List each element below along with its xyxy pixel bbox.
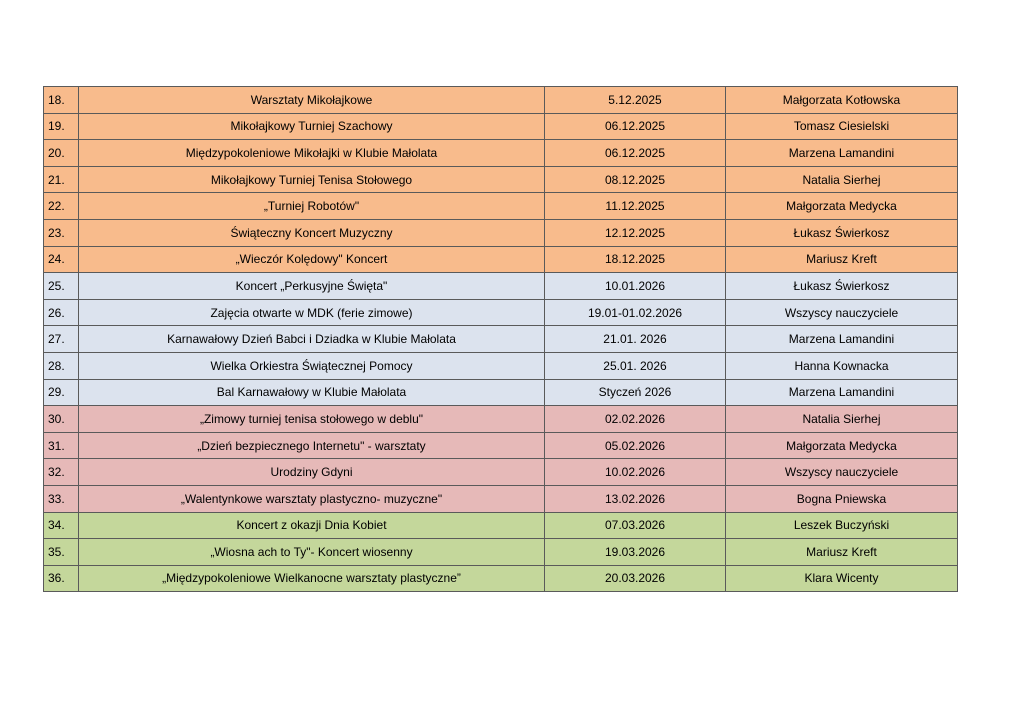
table-row xyxy=(44,193,958,220)
event-coordinator: Marzena Lamandini xyxy=(726,140,958,167)
event-coordinator: Klara Wicenty xyxy=(726,565,958,592)
table-row xyxy=(44,512,958,539)
row-number: 22. xyxy=(44,193,79,220)
event-coordinator: Bogna Pniewska xyxy=(726,485,958,512)
event-coordinator: Wszyscy nauczyciele xyxy=(726,299,958,326)
event-title: Wielka Orkiestra Świątecznej Pomocy xyxy=(79,352,545,379)
events-table-body xyxy=(44,87,958,592)
event-title: Świąteczny Koncert Muzyczny xyxy=(79,219,545,246)
row-number: 26. xyxy=(44,299,79,326)
table-row xyxy=(44,459,958,486)
row-number: 36. xyxy=(44,565,79,592)
event-title: „Walentynkowe warsztaty plastyczno- muzyczne" xyxy=(79,485,545,512)
event-title: Bal Karnawałowy w Klubie Małolata xyxy=(79,379,545,406)
row-number: 21. xyxy=(44,166,79,193)
row-number: 33. xyxy=(44,485,79,512)
table-row xyxy=(44,140,958,167)
event-date: 06.12.2025 xyxy=(545,113,726,140)
event-title: „Międzypokoleniowe Wielkanocne warsztaty plastyczne” xyxy=(79,565,545,592)
event-title: „Wieczór Kolędowy" Koncert xyxy=(79,246,545,273)
event-date: 19.03.2026 xyxy=(545,539,726,566)
event-title: Mikołajkowy Turniej Szachowy xyxy=(79,113,545,140)
event-coordinator: Hanna Kownacka xyxy=(726,352,958,379)
row-number: 35. xyxy=(44,539,79,566)
events-table xyxy=(43,86,958,592)
table-row xyxy=(44,246,958,273)
table-row xyxy=(44,219,958,246)
table-row xyxy=(44,565,958,592)
row-number: 34. xyxy=(44,512,79,539)
event-date: 07.03.2026 xyxy=(545,512,726,539)
event-title: Zajęcia otwarte w MDK (ferie zimowe) xyxy=(79,299,545,326)
table-row xyxy=(44,166,958,193)
event-coordinator: Mariusz Kreft xyxy=(726,246,958,273)
row-number: 24. xyxy=(44,246,79,273)
event-date: 19.01-01.02.2026 xyxy=(545,299,726,326)
event-title: Międzypokoleniowe Mikołajki w Klubie Małolata xyxy=(79,140,545,167)
table-row xyxy=(44,273,958,300)
event-coordinator: Małgorzata Medycka xyxy=(726,193,958,220)
row-number: 29. xyxy=(44,379,79,406)
event-date: 11.12.2025 xyxy=(545,193,726,220)
event-title: Koncert „Perkusyjne Święta" xyxy=(79,273,545,300)
event-date: 5.12.2025 xyxy=(545,87,726,114)
event-date: 10.01.2026 xyxy=(545,273,726,300)
event-coordinator: Wszyscy nauczyciele xyxy=(726,459,958,486)
event-date: 05.02.2026 xyxy=(545,432,726,459)
row-number: 20. xyxy=(44,140,79,167)
row-number: 18. xyxy=(44,87,79,114)
event-date: 08.12.2025 xyxy=(545,166,726,193)
table-row xyxy=(44,352,958,379)
event-coordinator: Tomasz Ciesielski xyxy=(726,113,958,140)
event-date: 13.02.2026 xyxy=(545,485,726,512)
event-date: 21.01. 2026 xyxy=(545,326,726,353)
event-coordinator: Łukasz Świerkosz xyxy=(726,273,958,300)
event-date: 18.12.2025 xyxy=(545,246,726,273)
event-date: Styczeń 2026 xyxy=(545,379,726,406)
row-number: 31. xyxy=(44,432,79,459)
event-title: Warsztaty Mikołajkowe xyxy=(79,87,545,114)
event-coordinator: Marzena Lamandini xyxy=(726,326,958,353)
row-number: 19. xyxy=(44,113,79,140)
row-number: 27. xyxy=(44,326,79,353)
table-row xyxy=(44,299,958,326)
event-coordinator: Natalia Sierhej xyxy=(726,166,958,193)
table-row xyxy=(44,326,958,353)
row-number: 25. xyxy=(44,273,79,300)
row-number: 23. xyxy=(44,219,79,246)
event-title: Urodziny Gdyni xyxy=(79,459,545,486)
table-row xyxy=(44,539,958,566)
event-coordinator: Łukasz Świerkosz xyxy=(726,219,958,246)
table-row xyxy=(44,379,958,406)
event-coordinator: Małgorzata Kotłowska xyxy=(726,87,958,114)
event-date: 20.03.2026 xyxy=(545,565,726,592)
event-date: 12.12.2025 xyxy=(545,219,726,246)
event-title: „Dzień bezpiecznego Internetu" - warsztaty xyxy=(79,432,545,459)
event-title: Karnawałowy Dzień Babci i Dziadka w Klubie Małolata xyxy=(79,326,545,353)
event-date: 10.02.2026 xyxy=(545,459,726,486)
event-coordinator: Marzena Lamandini xyxy=(726,379,958,406)
table-row xyxy=(44,406,958,433)
event-coordinator: Mariusz Kreft xyxy=(726,539,958,566)
table-row xyxy=(44,485,958,512)
table-row xyxy=(44,87,958,114)
event-title: „Zimowy turniej tenisa stołowego w deblu" xyxy=(79,406,545,433)
row-number: 28. xyxy=(44,352,79,379)
table-row xyxy=(44,432,958,459)
event-title: „Wiosna ach to Ty"- Koncert wiosenny xyxy=(79,539,545,566)
event-title: Mikołajkowy Turniej Tenisa Stołowego xyxy=(79,166,545,193)
row-number: 30. xyxy=(44,406,79,433)
row-number: 32. xyxy=(44,459,79,486)
event-title: „Turniej Robotów" xyxy=(79,193,545,220)
event-date: 06.12.2025 xyxy=(545,140,726,167)
event-title: Koncert z okazji Dnia Kobiet xyxy=(79,512,545,539)
event-date: 25.01. 2026 xyxy=(545,352,726,379)
table-row xyxy=(44,113,958,140)
event-coordinator: Natalia Sierhej xyxy=(726,406,958,433)
event-coordinator: Leszek Buczyński xyxy=(726,512,958,539)
event-coordinator: Małgorzata Medycka xyxy=(726,432,958,459)
event-date: 02.02.2026 xyxy=(545,406,726,433)
